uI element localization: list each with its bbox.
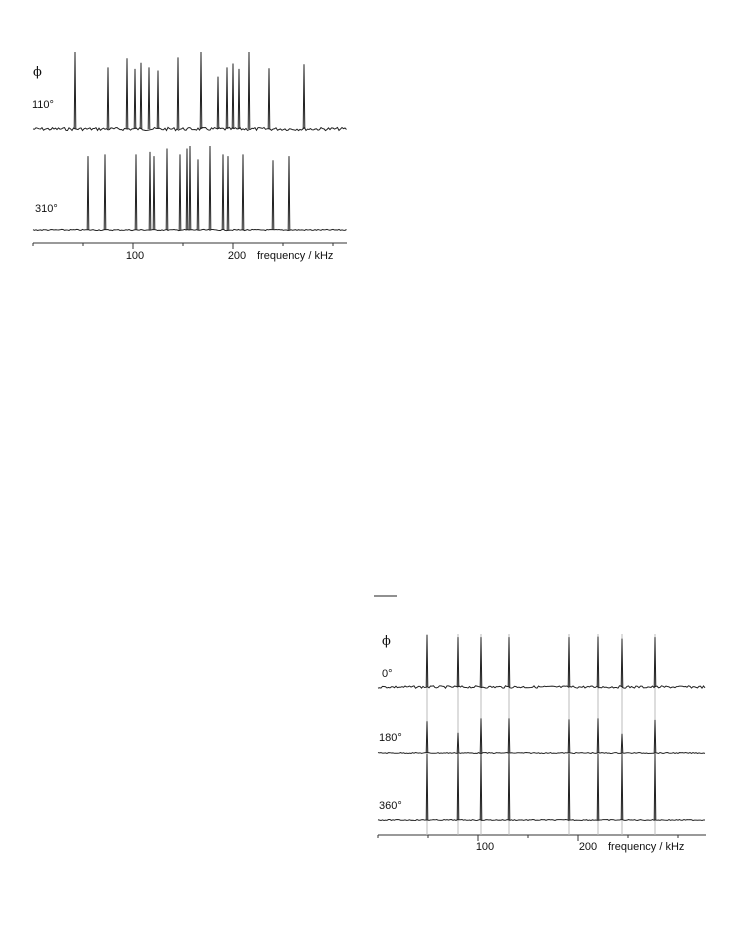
x-tick-label-100: 100	[125, 250, 145, 262]
spectrum-peak	[227, 156, 229, 230]
spectrum-peak	[209, 146, 211, 230]
spectrum-peak	[288, 156, 290, 230]
spectrum-peak	[222, 154, 224, 230]
trace-label-0: 0°	[382, 668, 393, 680]
spectrum-peak	[140, 63, 142, 129]
spectrum-peak	[303, 64, 305, 129]
x-axis-title: frequency / kHz	[608, 841, 685, 853]
spectrum-peak	[248, 52, 250, 129]
spectrum-peak	[268, 68, 270, 129]
spectrum-baseline	[33, 127, 347, 130]
spectrum-peak	[189, 146, 191, 230]
spectrum-peak	[126, 58, 128, 129]
trace-label-180: 180°	[379, 732, 402, 744]
spectrum-peak	[232, 64, 234, 130]
spectrum-peak	[226, 67, 228, 129]
spectrum-peak	[200, 52, 202, 129]
spectrum-peak	[157, 71, 159, 130]
spectrum-peak	[134, 69, 136, 129]
spectrum-peak	[272, 160, 274, 230]
x-tick-label-100: 100	[475, 841, 495, 853]
x-tick-label-200: 200	[578, 841, 598, 853]
x-axis-title: frequency / kHz	[257, 250, 334, 262]
phase-symbol: ϕ	[33, 65, 42, 80]
spectrum-peak	[149, 152, 151, 230]
spectrum-peak	[87, 156, 89, 230]
trace-label-110: 110°	[32, 99, 54, 111]
trace-label-360: 360°	[379, 800, 402, 812]
spectrum-peak	[242, 154, 244, 230]
spectrum-peak	[238, 69, 240, 129]
spectrum-baseline	[33, 229, 347, 230]
spectrum-peak	[177, 57, 179, 129]
spectrum-peak	[153, 156, 155, 230]
spectrum-peak	[104, 154, 106, 230]
spectrum-peak	[148, 67, 150, 129]
spectrum-peak	[74, 52, 76, 129]
spectrum-peak	[107, 67, 109, 129]
spectrum-peak	[217, 77, 219, 129]
x-tick-label-200: 200	[227, 250, 247, 262]
trace-label-310: 310°	[35, 203, 58, 215]
spectrum-peak	[186, 149, 188, 231]
spectrum-peak	[179, 154, 181, 230]
phase-symbol: ϕ	[382, 634, 391, 649]
spectrum-peak	[197, 159, 199, 230]
panel-bottom-right	[374, 596, 706, 853]
spectrum-peak	[135, 154, 137, 230]
spectrum-peak	[166, 149, 168, 231]
panel-top-left	[32, 52, 347, 262]
